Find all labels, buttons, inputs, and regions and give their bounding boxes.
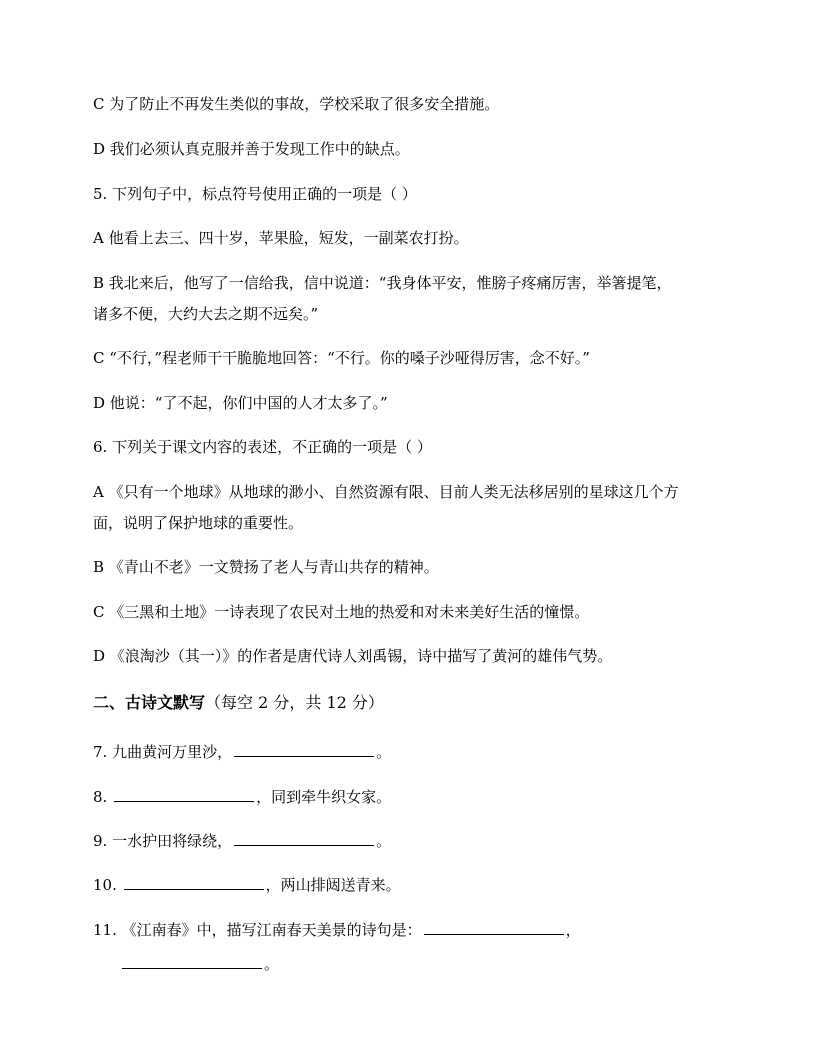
answer-blank[interactable] bbox=[124, 873, 264, 890]
question-6-option-a-line2: 面，说明了保护地球的重要性。 bbox=[93, 514, 304, 532]
question-8-text: ，同到牵牛织女家。 bbox=[256, 788, 392, 806]
question-11-text: 11. 《江南春》中，描写江南春天美景的诗句是： bbox=[93, 921, 422, 939]
question-8-number: 8. bbox=[93, 788, 113, 806]
question-7-end: 。 bbox=[376, 743, 392, 761]
question-5-option-b-line2: 诸多不便，大约大去之期不远矣。” bbox=[93, 305, 319, 323]
option-d-q4: D 我们必须认真克服并善于发现工作中的缺点。 bbox=[93, 140, 410, 158]
question-6-option-c: C 《三黑和土地》一诗表现了农民对土地的热爱和对未来美好生活的憧憬。 bbox=[93, 603, 590, 621]
question-11-end: 。 bbox=[264, 955, 280, 973]
section-2-score: （每空 2 分，共 12 分） bbox=[205, 693, 384, 712]
question-6-option-d: D 《浪淘沙（其一）》的作者是唐代诗人刘禹锡，诗中描写了黄河的雄伟气势。 bbox=[93, 647, 613, 665]
question-6: 6. 下列关于课文内容的表述，不正确的一项是（ ） bbox=[93, 438, 432, 456]
section-2-heading bbox=[93, 692, 384, 714]
question-7 bbox=[93, 740, 391, 762]
question-7-text: 7. 九曲黄河万里沙， bbox=[93, 743, 233, 761]
question-9-end: 。 bbox=[376, 832, 392, 850]
answer-blank[interactable] bbox=[234, 829, 374, 846]
option-c-q4: C 为了防止不再发生类似的事故，学校采取了很多安全措施。 bbox=[93, 95, 500, 113]
question-5-option-d: D 他说：“了不起，你们中国的人才太多了。” bbox=[93, 394, 388, 412]
answer-blank[interactable] bbox=[234, 740, 374, 757]
answer-blank[interactable] bbox=[114, 785, 254, 802]
question-11-comma: ， bbox=[565, 921, 581, 939]
question-11-line2 bbox=[120, 952, 279, 974]
question-9-text: 9. 一水护田将绿绕， bbox=[93, 832, 233, 850]
question-5-option-c: C “不行，”程老师干干脆脆地回答：“不行。你的嗓子沙哑得厉害，念不好。” bbox=[93, 349, 590, 367]
question-6-option-a-line1: A 《只有一个地球》从地球的渺小、自然资源有限、目前人类无法移居别的星球这几个方 bbox=[93, 483, 679, 501]
question-9 bbox=[93, 829, 391, 851]
question-5-option-b-line1: B 我北来后，他写了一信给我，信中说道：“我身体平安，惟膀子疼痛厉害，举箸提笔， bbox=[93, 274, 672, 292]
question-8 bbox=[93, 785, 391, 807]
question-5: 5. 下列句子中，标点符号使用正确的一项是（ ） bbox=[93, 185, 417, 203]
question-10-number: 10. bbox=[93, 876, 122, 894]
answer-blank[interactable] bbox=[122, 952, 262, 969]
question-5-option-a: A 他看上去三、四十岁，苹果脸，短发，一副菜农打扮。 bbox=[93, 229, 469, 247]
question-11 bbox=[93, 918, 581, 940]
answer-blank[interactable] bbox=[424, 918, 564, 935]
question-10-text: ，两山排闼送青来。 bbox=[265, 876, 401, 894]
section-2-title: 二、古诗文默写 bbox=[93, 693, 206, 712]
question-10 bbox=[93, 873, 401, 895]
question-6-option-b: B 《青山不老》一文赞扬了老人与青山共存的精神。 bbox=[93, 558, 439, 576]
